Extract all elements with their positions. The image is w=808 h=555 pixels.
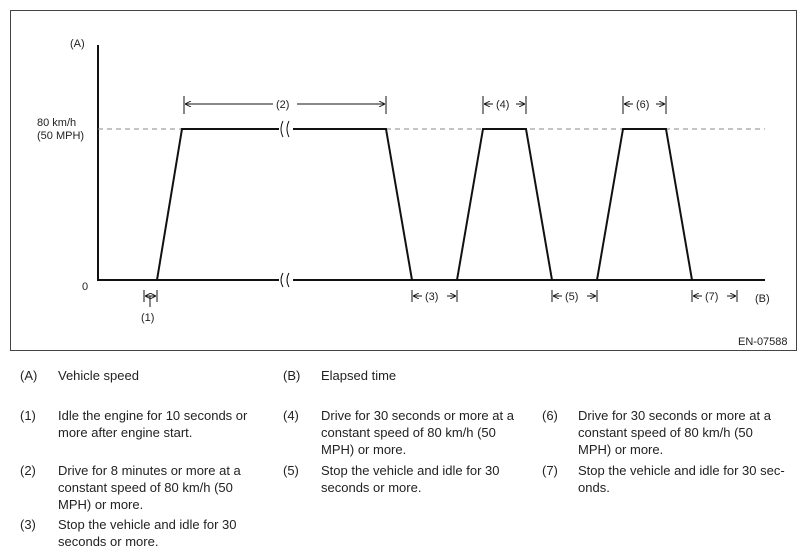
legend-line: constant speed of 80 km/h (50	[578, 425, 753, 440]
speed-label-mph: (50 MPH)	[37, 130, 85, 142]
legend-item-1	[20, 407, 278, 447]
legend-line: Stop the vehicle and idle for 30 sec-	[578, 463, 785, 478]
legend-line: seconds or more.	[321, 480, 422, 495]
diagram-frame	[10, 10, 797, 351]
legend-line: Stop the vehicle and idle for 30	[58, 517, 237, 532]
legend-line: seconds or more.	[58, 534, 159, 549]
interval-4-label: (4)	[496, 99, 510, 111]
legend-code: (2)	[20, 463, 36, 478]
x-axis-label: (B)	[755, 293, 770, 305]
interval-2-label: (2)	[276, 99, 290, 111]
interval-1-label: (1)	[141, 312, 155, 324]
legend-line: Drive for 8 minutes or more at a	[58, 463, 241, 478]
legend-code: (1)	[20, 408, 36, 423]
legend-code: (6)	[542, 408, 558, 423]
legend-line: Drive for 30 seconds or more at a	[321, 408, 514, 423]
interval-3-label: (3)	[425, 291, 439, 303]
interval-6-label: (6)	[636, 99, 650, 111]
interval-7-label: (7)	[705, 291, 719, 303]
legend-code: (B)	[283, 368, 301, 383]
figure-id: EN-07588	[738, 336, 788, 348]
speed-time-diagram	[11, 11, 798, 352]
legend-line: Stop the vehicle and idle for 30	[321, 463, 500, 478]
legend-code: (3)	[20, 517, 36, 532]
legend-line: MPH) or more.	[58, 497, 144, 512]
legend-code: (7)	[542, 463, 558, 478]
legend-text: Vehicle speed	[58, 368, 139, 383]
legend-code: (4)	[283, 408, 299, 423]
legend-line: MPH) or more.	[578, 442, 664, 457]
legend-b	[283, 367, 533, 387]
legend-item-2	[20, 462, 278, 516]
legend-line: constant speed of 80 km/h (50	[58, 480, 233, 495]
legend-line: onds.	[578, 480, 610, 495]
legend-text: Elapsed time	[321, 368, 397, 383]
legend-code: (A)	[20, 368, 38, 383]
legend-item-3	[20, 516, 278, 554]
speed-profile-line	[98, 129, 765, 280]
legend-item-7	[542, 462, 804, 502]
legend-code: (5)	[283, 463, 299, 478]
interval-5-label: (5)	[565, 291, 579, 303]
line-break-mark	[279, 121, 293, 137]
legend-line: Idle the engine for 10 seconds or	[58, 408, 248, 423]
y-axis-label: (A)	[70, 38, 85, 50]
legend-a	[20, 367, 270, 387]
legend-line: constant speed of 80 km/h (50	[321, 425, 496, 440]
speed-label-kmh: 80 km/h	[37, 117, 77, 129]
axis-break-mark	[279, 273, 293, 287]
legend-line: Drive for 30 seconds or more at a	[578, 408, 771, 423]
legend-line: more after engine start.	[58, 425, 193, 440]
legend-line: MPH) or more.	[321, 442, 407, 457]
legend-item-5	[283, 462, 538, 502]
legend-item-6	[542, 407, 804, 461]
legend-item-4	[283, 407, 538, 461]
zero-label: 0	[82, 281, 89, 293]
